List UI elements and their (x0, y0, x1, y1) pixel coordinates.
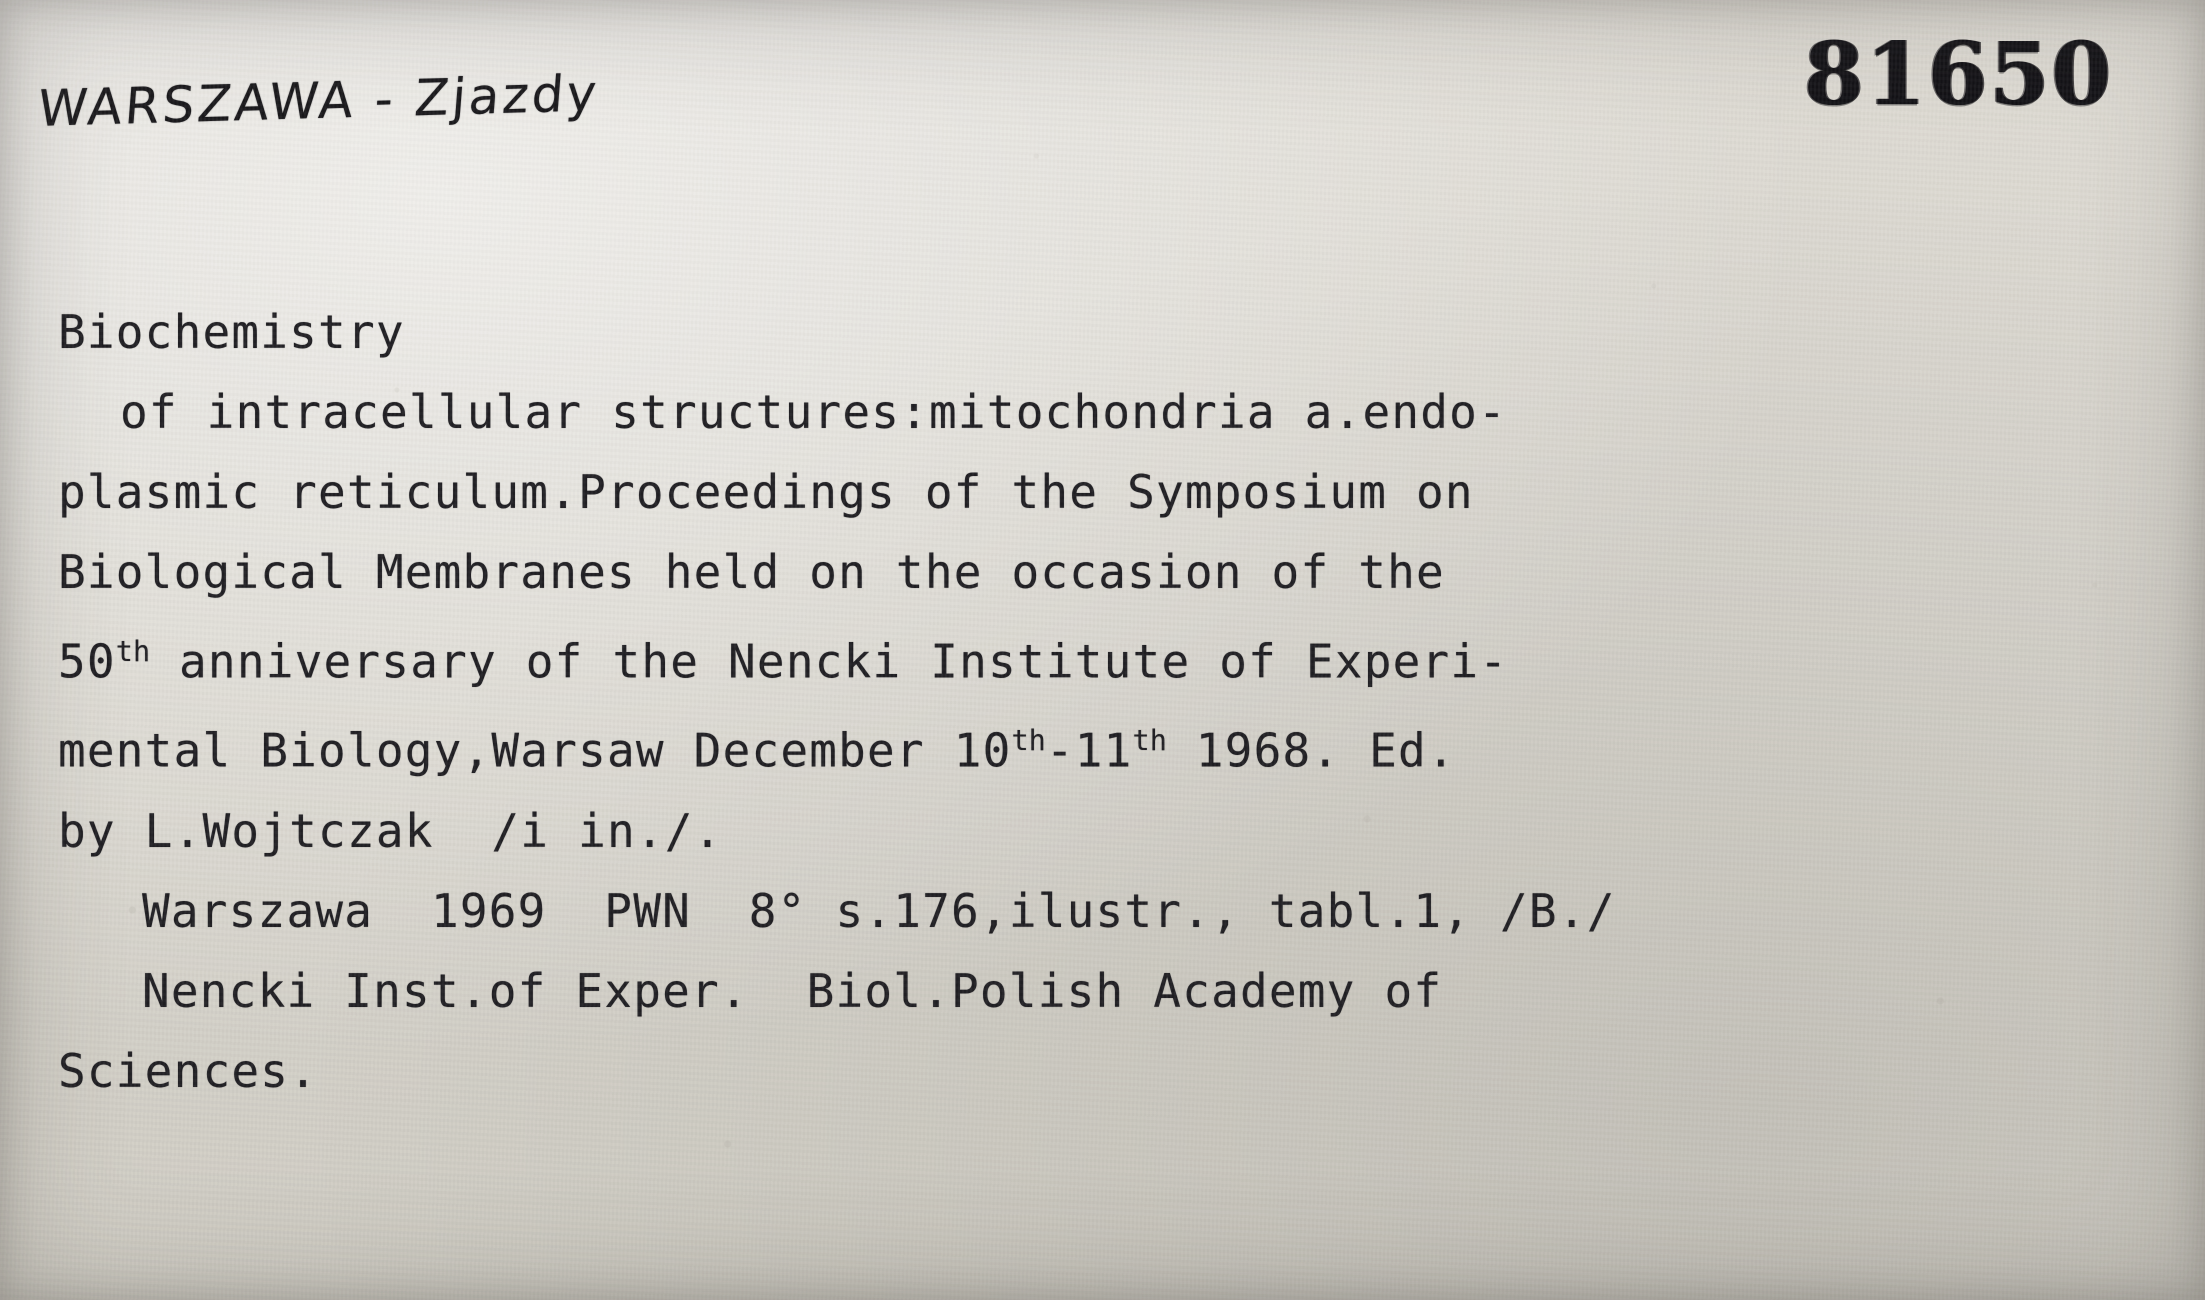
entry-corporate-line-2: Sciences. (58, 1043, 319, 1098)
anniversary-number: 50 (58, 634, 116, 689)
entry-corporate-line-1: Nencki Inst.of Exper. Biol.Polish Academy of (142, 963, 1443, 1018)
date-range-dash: -11 (1045, 723, 1133, 778)
typed-catalog-entry (58, 292, 2168, 1111)
conference-date-prefix: mental Biology,Warsaw December 10 (58, 723, 1012, 778)
entry-body-line-5 (58, 701, 2168, 790)
handwritten-subject-heading: WARSZAWA - Zjazdy (35, 64, 602, 138)
entry-body-line-1: of intracellular structures:mitochondria a.endo- (120, 385, 1507, 439)
accession-number-stamp: 81650 (1803, 24, 2113, 125)
entry-body-line-2: plasmic reticulum.Proceedings of the Symposium on (58, 465, 1474, 519)
entry-body-line-4 (58, 612, 2168, 701)
ordinal-suffix-th-second: th (1132, 724, 1167, 758)
entry-title: Biochemistry (58, 305, 405, 359)
anniversary-text: anniversary of the Nencki Institute of Experi- (150, 634, 1509, 689)
entry-body-line-3: Biological Membranes held on the occasion of the (58, 545, 1445, 599)
ordinal-suffix-th: th (115, 635, 151, 668)
entry-imprint-line: Warszawa 1969 PWN 8° s.176,ilustr., tabl.1, /B./ (142, 883, 1616, 938)
ordinal-suffix-th-first: th (1011, 724, 1046, 758)
entry-editor-line: by L.Wojtczak /i in./. (58, 803, 723, 858)
conference-year: 1968. Ed. (1166, 723, 1456, 778)
